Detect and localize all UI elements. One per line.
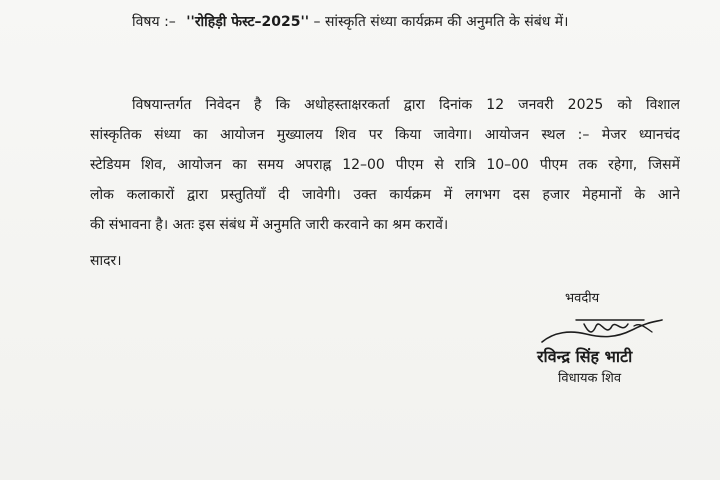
body-line-4: लोक कलाकारों द्वारा प्रस्तुतियाँ दी जावेगी। उक्त कार्यक्रम में लगभग दस हजार मेहमानों के आने [90, 187, 680, 203]
subject-label: विषय :– [132, 14, 176, 30]
body-line-5: की संभावना है। अतः इस संबंध में अनुमति जारी करवाने का श्रम करावें। [90, 217, 449, 233]
body-line-3: स्टेडियम शिव, आयोजन का समय अपराह्न 12–00 पीएम से रात्रि 10–00 पीएम तक रहेगा, जिसमें [90, 157, 680, 173]
body-line-1: विषयान्तर्गत निवेदन है कि अधोहस्ताक्षरकर्ता द्वारा दिनांक 12 जनवरी 2025 को विशाल [132, 97, 680, 113]
saadar-text: सादर। [90, 253, 122, 269]
signer-name: रविन्द्र सिंह भाटी [537, 347, 633, 366]
closing-text: भवदीय [565, 291, 600, 306]
body-line-2: सांस्कृतिक संध्या का आयोजन मुख्यालय शिव पर किया जावेगा। आयोजन स्थल :– मेजर ध्यानचंद [90, 127, 680, 143]
fest-name: ''रोहिड़ी फेस्ट–2025'' [186, 14, 310, 30]
subject-line [132, 12, 568, 31]
signer-title: विधायक शिव [558, 371, 622, 386]
subject-text: – सांस्कृति संध्या कार्यक्रम की अनुमति के संबंध में। [313, 14, 569, 30]
body-paragraph [90, 90, 680, 240]
